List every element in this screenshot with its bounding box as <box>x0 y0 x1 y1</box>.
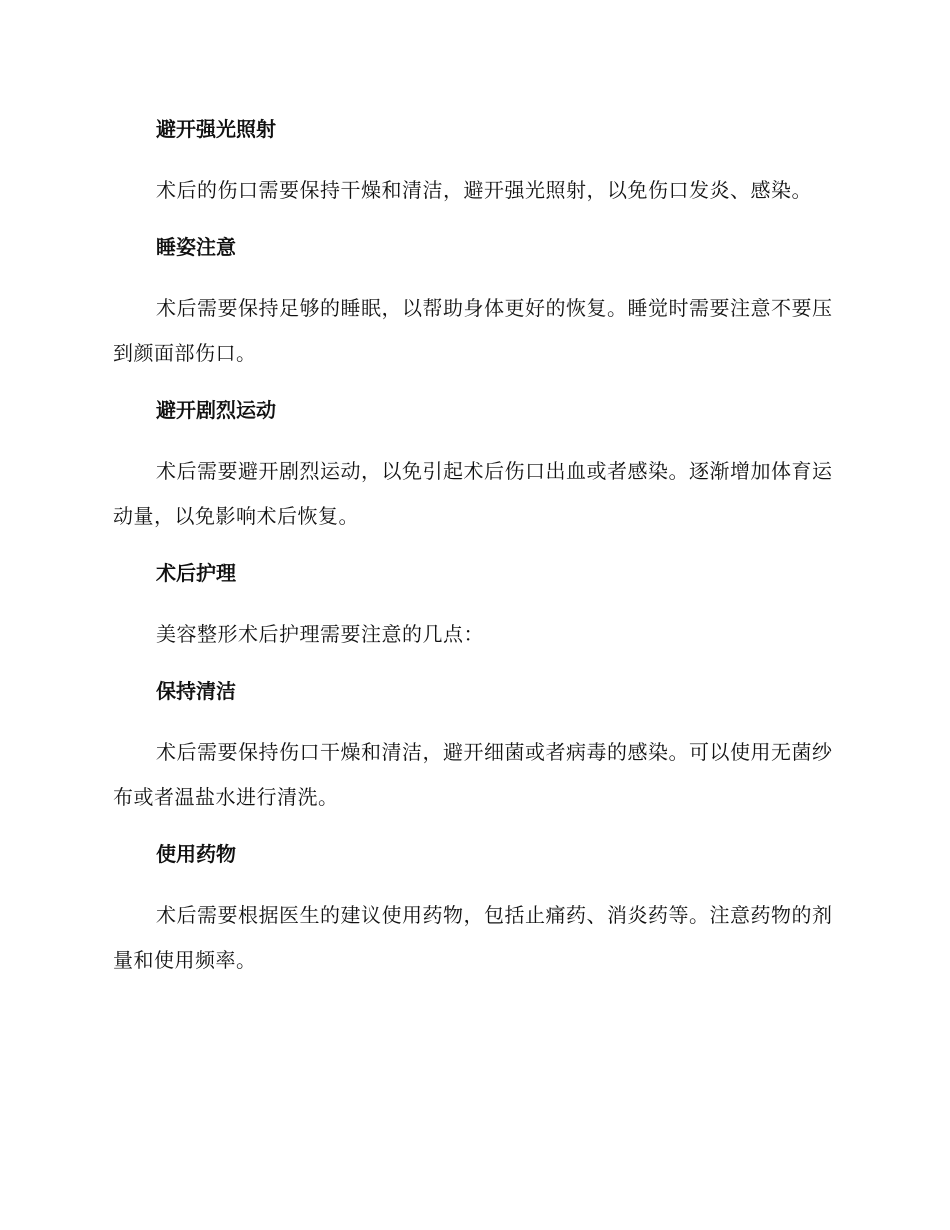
section-heading-avoid-strong-light: 避开强光照射 <box>156 117 276 141</box>
section-text-sleeping-posture: 术后需要保持足够的睡眠，以帮助身体更好的恢复。睡觉时需要注意不要压到颜面部伤口。 <box>113 296 833 365</box>
section-heading-use-medication: 使用药物 <box>156 842 236 866</box>
section-text-postoperative-care: 美容整形术后护理需要注意的几点： <box>156 622 484 646</box>
section-heading-keep-clean: 保持清洁 <box>156 679 236 703</box>
section-text-avoid-strenuous-exercise: 术后需要避开剧烈运动，以免引起术后伤口出血或者感染。逐渐增加体育运动量，以免影响术后恢复。 <box>113 459 833 528</box>
section-text-avoid-strong-light: 术后的伤口需要保持干燥和清洁，避开强光照射，以免伤口发炎、感染。 <box>156 178 812 202</box>
section-heading-postoperative-care: 术后护理 <box>156 561 236 585</box>
document-body <box>113 110 833 998</box>
section-heading-sleeping-posture: 睡姿注意 <box>156 235 236 259</box>
section-text-keep-clean: 术后需要保持伤口干燥和清洁，避开细菌或者病毒的感染。可以使用无菌纱布或者温盐水进行清洗。 <box>113 740 833 809</box>
section-text-use-medication: 术后需要根据医生的建议使用药物，包括止痛药、消炎药等。注意药物的剂量和使用频率。 <box>113 903 833 972</box>
section-heading-avoid-strenuous-exercise: 避开剧烈运动 <box>156 398 276 422</box>
